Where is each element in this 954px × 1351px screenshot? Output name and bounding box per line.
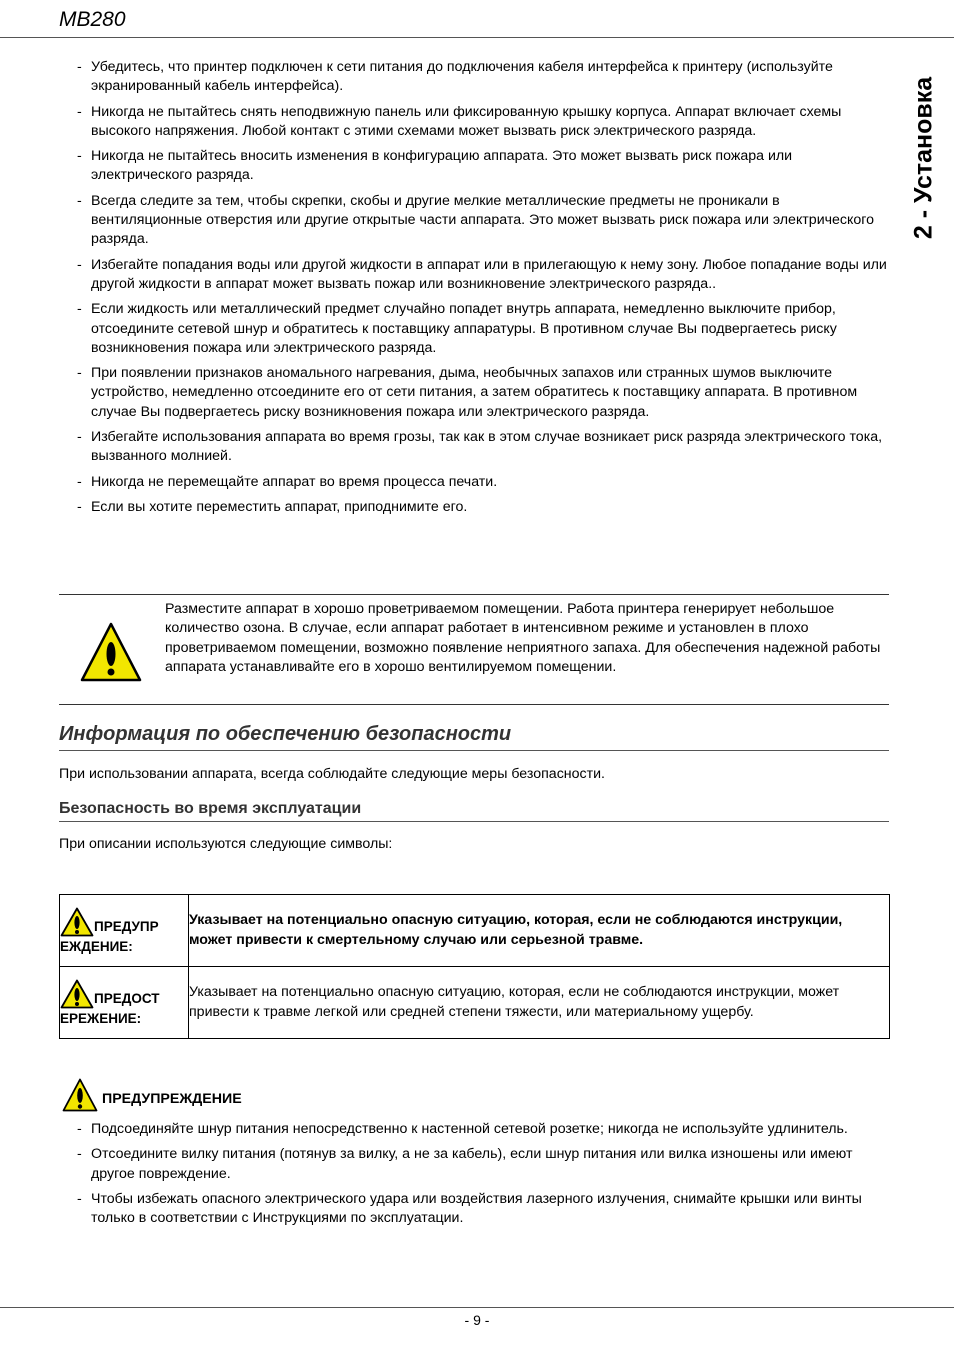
list-item-text: Подсоединяйте шнур питания непосредственно к настенной сетевой розетке; никогда не используйте удлинитель. [91, 1121, 848, 1137]
list-item [59, 428, 894, 467]
symbol-label-line2: ЕРЕЖЕНИЕ: [60, 1011, 142, 1026]
list-item [59, 300, 894, 358]
note-text: Разместите аппарат в хорошо проветриваемом помещении. Работа принтера генерирует небольшое количество озона. В случае, если аппарат работает в интенсивном режиме и установлен в плохо проветриваемом помещении, возможно появление неприятного запаха. Для обеспечения надежной работы аппарата устанавливайте его в хорошо вентилируемом помещении. [165, 601, 881, 675]
list-item-text: Убедитесь, что принтер подключен к сети питания до подключения кабеля интерфейса к принтеру (используйте экранированный кабель интерфейса). [91, 59, 833, 95]
symbol-description: Указывает на потенциально опасную ситуацию, которая, если не соблюдаются инструкции, может привести к смертельному случаю или серьезной травме. [189, 895, 890, 967]
warning-heading [62, 1077, 242, 1113]
list-dash: - [77, 1146, 82, 1163]
list-item [59, 1120, 894, 1139]
section-title: Информация по обеспечению безопасности [59, 723, 889, 751]
warning-triangle-icon [80, 622, 142, 682]
chapter-tab-label: 2 - Установка [909, 76, 938, 239]
list-dash: - [77, 1190, 82, 1207]
warning-triangle-icon [60, 979, 94, 1009]
list-item-text: При появлении признаков аномального нагревания, дыма, необычных запахов или странных шумов выключите устройство, немедленно отсоедините его от сети питания, а затем обратитесь к поставщику аппарата. В противном случае Вы подвергаетесь риску возникновения пожара или электрического разряда. [91, 365, 858, 420]
list-item [59, 147, 894, 186]
ventilation-note [59, 594, 889, 705]
symbol-label-cell [60, 895, 189, 967]
list-item-text: Никогда не пытайтесь снять неподвижную панель или фиксированную крышку корпуса. Аппарат включает схемы высокого напряжения. Любой контакт с этими схемами может вызвать риск электрического разряда. [91, 103, 842, 139]
list-item [59, 473, 894, 492]
symbol-label-line1: ПРЕДУПР [94, 919, 159, 934]
list-dash: - [77, 256, 82, 273]
subsection-title: Безопасность во время эксплуатации [59, 800, 889, 822]
list-item-text: Чтобы избежать опасного электрического удара или воздействия лазерного излучения, снимайте крышки или винты только в соответствии с Инструкциями по эксплуатации. [91, 1190, 862, 1227]
footer-rule [0, 1307, 954, 1308]
list-dash: - [77, 429, 82, 446]
list-dash: - [77, 498, 82, 515]
list-dash: - [77, 148, 82, 165]
list-item-text: Никогда не перемещайте аппарат во время процесса печати. [91, 473, 498, 490]
header-rule [0, 37, 954, 38]
list-dash: - [77, 59, 82, 75]
list-dash: - [77, 192, 82, 209]
page-number: - 9 - [464, 1312, 490, 1328]
section-intro: При использовании аппарата, всегда соблюдайте следующие меры безопасности. [59, 766, 605, 782]
list-dash: - [77, 365, 82, 382]
list-dash: - [77, 103, 82, 120]
symbol-description: Указывает на потенциально опасную ситуацию, которая, если не соблюдаются инструкции, может привести к травме легкой или средней степени тяжести, или материальному ущербу. [189, 967, 890, 1039]
symbols-intro: При описании используются следующие символы: [59, 836, 393, 852]
list-item [59, 1145, 894, 1184]
list-item [59, 103, 894, 142]
safety-bullet-list [59, 58, 894, 523]
list-dash: - [77, 473, 82, 490]
table-row [60, 967, 890, 1039]
list-item-text: Избегайте попадания воды или другой жидкости в аппарат или в прилегающую к нему зону. Любое попадание воды или другой жидкости в аппарат может вызвать пожар или возникновение электрического разряда.. [91, 256, 887, 292]
table-row [60, 895, 890, 967]
chapter-tab [899, 60, 949, 255]
symbols-table [59, 894, 890, 1039]
list-item [59, 256, 894, 295]
list-dash: - [77, 1121, 82, 1137]
symbol-label-line1: ПРЕДОСТ [94, 991, 160, 1006]
warning-triangle-icon [60, 907, 94, 937]
list-item [59, 498, 894, 517]
symbol-label-cell [60, 967, 189, 1039]
list-item-text: Никогда не пытайтесь вносить изменения в конфигурацию аппарата. Это может вызвать риск пожара или электрического разряда. [91, 148, 793, 184]
list-item-text: Если вы хотите переместить аппарат, приподнимите его. [91, 498, 468, 515]
symbol-label-line2: ЕЖДЕНИЕ: [60, 939, 133, 954]
list-item [59, 1190, 894, 1229]
document-title: MB280 [59, 8, 126, 31]
list-item-text: Если жидкость или металлический предмет случайно попадет внутрь аппарата, немедленно выключите прибор, отсоедините сетевой шнур и обратитесь к поставщику аппаратуры. В противном случае Вы подвергаетесь риску возникновения пожара или электрического разряда. [91, 301, 837, 356]
list-item-text: Всегда следите за тем, чтобы скрепки, скобы и другие мелкие металлические предметы не проникали в вентиляционные отверстия или другие открытые части аппарата. Это может вызвать риск пожара или электрического разряда. [91, 192, 875, 248]
list-item [59, 364, 894, 422]
warning-heading-label: ПРЕДУПРЕЖДЕНИЕ [102, 1091, 242, 1107]
warning-bullet-list [59, 1120, 894, 1234]
warning-triangle-icon [62, 1078, 98, 1112]
list-item [59, 192, 894, 250]
list-dash: - [77, 301, 82, 318]
list-item-text: Отсоедините вилку питания (потянув за вилку, а не за кабель), если шнур питания или вилка изношены или имеют другое повреждение. [91, 1146, 853, 1182]
list-item-text: Избегайте использования аппарата во время грозы, так как в этом случае возникает риск разряда электрического тока, вызванного молнией. [91, 429, 883, 465]
list-item [59, 58, 894, 97]
